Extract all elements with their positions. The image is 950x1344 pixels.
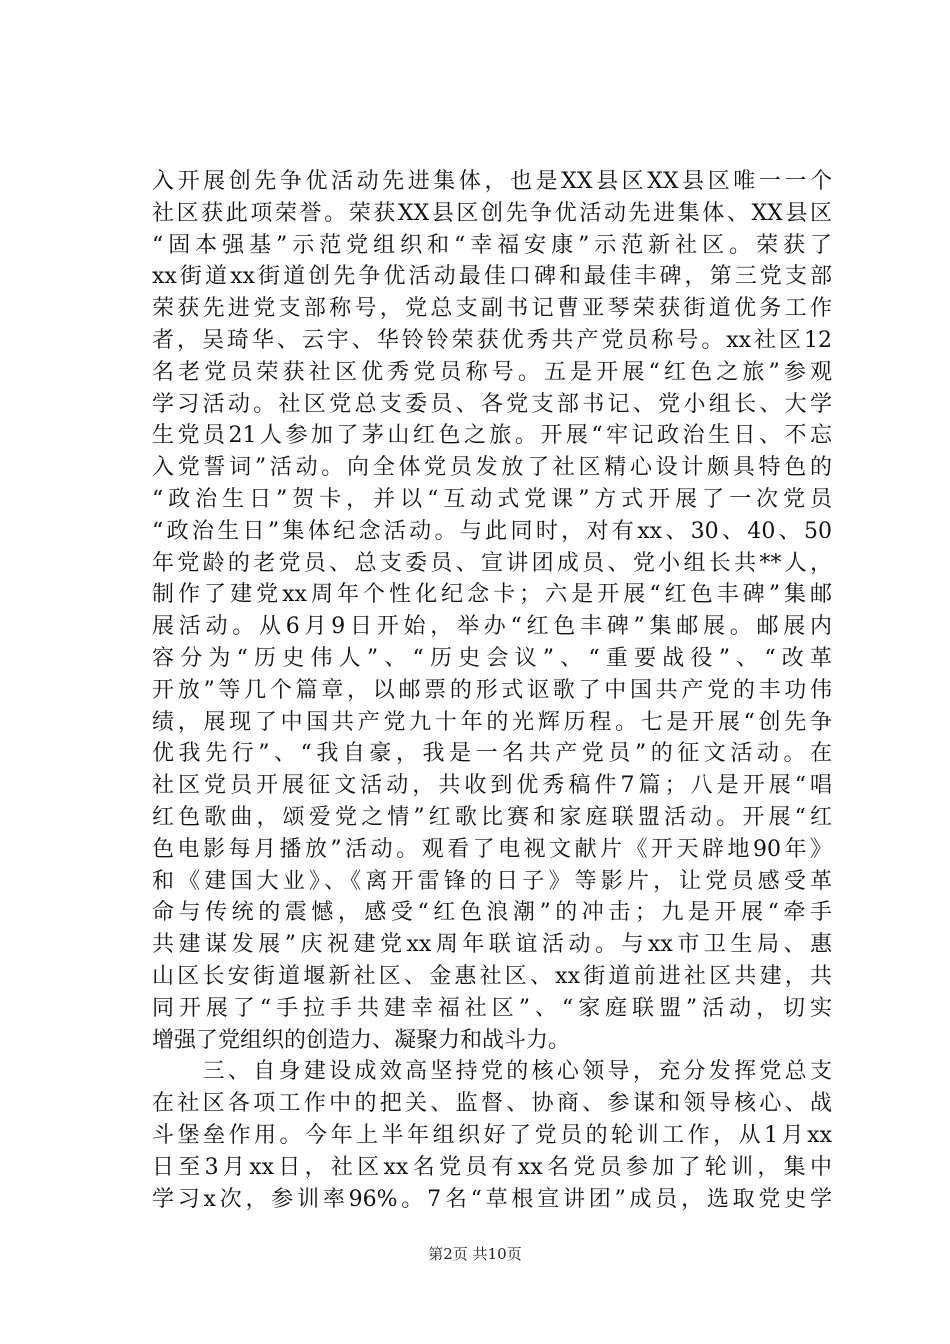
text-line: 红色歌曲，颂爱党之情”红歌比赛和家庭联盟活动。开展“红 <box>152 804 832 830</box>
text-line: 共建谋发展”庆祝建党xx周年联谊活动。与xx市卫生局、惠 <box>152 932 832 958</box>
text-line: 斗堡垒作用。今年上半年组织好了党员的轮训工作，从1月xx <box>152 1122 832 1148</box>
text-line: 入党誓词”活动。向全体党员发放了社区精心设计颇具特色的 <box>152 455 832 481</box>
text-line: 展活动。从6月9日开始，举办“红色丰碑”集邮展。邮展内 <box>152 614 832 640</box>
text-line: 社区获此项荣誉。荣获XX县区创先争优活动先进集体、XX县区 <box>152 200 832 226</box>
text-line: 在社区各项工作中的把关、监督、协商、参谋和领导核心、战 <box>152 1091 832 1117</box>
text-line: 生党员21人参加了茅山红色之旅。开展“牢记政治生日、不忘 <box>152 423 832 449</box>
text-line: 学习活动。社区党总支委员、各党支部书记、党小组长、大学 <box>152 391 832 417</box>
text-line: 山区长安街道堰新社区、金惠社区、xx街道前进社区共建，共 <box>152 963 832 989</box>
text-line: 制作了建党xx周年个性化纪念卡；六是开展“红色丰碑”集邮 <box>152 582 832 608</box>
section-start-line: 三、自身建设成效高坚持党的核心领导，充分发挥党总支 <box>152 1059 832 1085</box>
text-line: “政治生日”贺卡，并以“互动式党课”方式开展了一次党员 <box>152 486 832 512</box>
text-line: 和《建国大业》、《离开雷锋的日子》等影片，让党员感受革 <box>152 868 832 894</box>
text-line: 入开展创先争优活动先进集体，也是XX县区XX县区唯一一个 <box>152 169 832 194</box>
body-text <box>152 166 832 1215</box>
text-line: 名老党员荣获社区优秀党员称号。五是开展“红色之旅”参观 <box>152 359 832 385</box>
text-line: 年党龄的老党员、总支委员、宣讲团成员、党小组长共**人， <box>152 550 832 576</box>
text-line: “固本强基”示范党组织和“幸福安康”示范新社区。荣获了 <box>152 232 832 258</box>
text-line: 开放”等几个篇章，以邮票的形式讴歌了中国共产党的丰功伟 <box>152 677 832 703</box>
text-line: 荣获先进党支部称号，党总支副书记曹亚琴荣获街道优务工作 <box>152 296 832 322</box>
text-line: xx街道xx街道创先争优活动最佳口碑和最佳丰碑，第三党支部 <box>152 264 832 290</box>
page-footer: 第2页 共10页 <box>428 1245 522 1263</box>
text-line: 绩，展现了中国共产党九十年的光辉历程。七是开展“创先争 <box>152 709 832 735</box>
text-line: 色电影每月播放”活动。观看了电视文献片《开天辟地90年》 <box>152 836 832 862</box>
text-line: 容分为“历史伟人”、“历史会议”、“重要战役”、“改革 <box>152 645 832 671</box>
text-line: “政治生日”集体纪念活动。与此同时，对有xx、30、40、50 <box>152 518 832 544</box>
text-line: 同开展了“手拉手共建幸福社区”、“家庭联盟”活动，切实 <box>152 995 832 1021</box>
text-line: 日至3月xx日，社区xx名党员有xx名党员参加了轮训，集中 <box>152 1154 832 1180</box>
text-line: 命与传统的震憾，感受“红色浪潮”的冲击；九是开展“牵手 <box>152 900 832 926</box>
text-line: 学习x次，参训率96%。7名“草根宣讲团”成员，选取党史学 <box>152 1186 832 1212</box>
text-line: 社区党员开展征文活动，共收到优秀稿件7篇；八是开展“唱 <box>152 773 832 799</box>
text-line: 者，吴琦华、云宇、华铃铃荣获优秀共产党员称号。xx社区12 <box>152 327 832 353</box>
paragraph-end-line: 增强了党组织的创造力、凝聚力和战斗力。 <box>152 1027 571 1053</box>
text-line: 优我先行”、“我自豪，我是一名共产党员”的征文活动。在 <box>152 741 832 767</box>
